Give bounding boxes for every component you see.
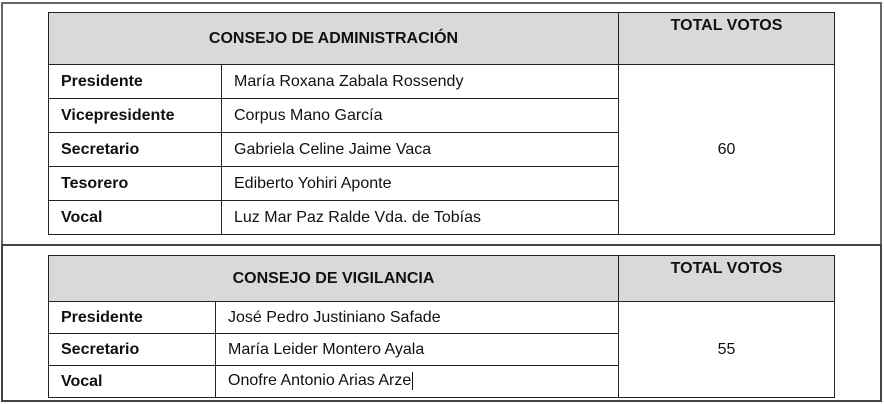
administracion-table — [48, 12, 835, 235]
text-cursor — [412, 372, 413, 390]
name-cell[interactable] — [216, 366, 619, 398]
role-cell: Tesorero — [49, 167, 222, 201]
vigilancia-title: CONSEJO DE VIGILANCIA — [49, 256, 619, 302]
role-cell: Secretario — [49, 133, 222, 167]
role-cell: Vocal — [49, 366, 216, 398]
role-cell: Presidente — [49, 302, 216, 334]
name-text: Onofre Antonio Arias Arze — [228, 372, 412, 390]
vigilancia-table — [48, 255, 835, 398]
name-cell: José Pedro Justiniano Safade — [216, 302, 619, 334]
role-cell: Presidente — [49, 65, 222, 99]
role-cell: Vocal — [49, 201, 222, 235]
name-cell: María Leider Montero Ayala — [216, 334, 619, 366]
table-header-row — [49, 256, 835, 302]
table-header-row — [49, 13, 835, 65]
table-row — [49, 65, 835, 99]
role-cell: Secretario — [49, 334, 216, 366]
vigilancia-total: 55 — [619, 302, 835, 398]
name-cell: Gabriela Celine Jaime Vaca — [222, 133, 619, 167]
table-row — [49, 302, 835, 334]
name-cell: Ediberto Yohiri Aponte — [222, 167, 619, 201]
administracion-title: CONSEJO DE ADMINISTRACIÓN — [49, 13, 619, 65]
role-cell: Vicepresidente — [49, 99, 222, 133]
administracion-total: 60 — [619, 65, 835, 235]
name-cell: María Roxana Zabala Rossendy — [222, 65, 619, 99]
vigilancia-votes-header: TOTAL VOTOS — [619, 256, 835, 302]
administracion-votes-header: TOTAL VOTOS — [619, 13, 835, 65]
name-cell: Luz Mar Paz Ralde Vda. de Tobías — [222, 201, 619, 235]
name-cell: Corpus Mano García — [222, 99, 619, 133]
